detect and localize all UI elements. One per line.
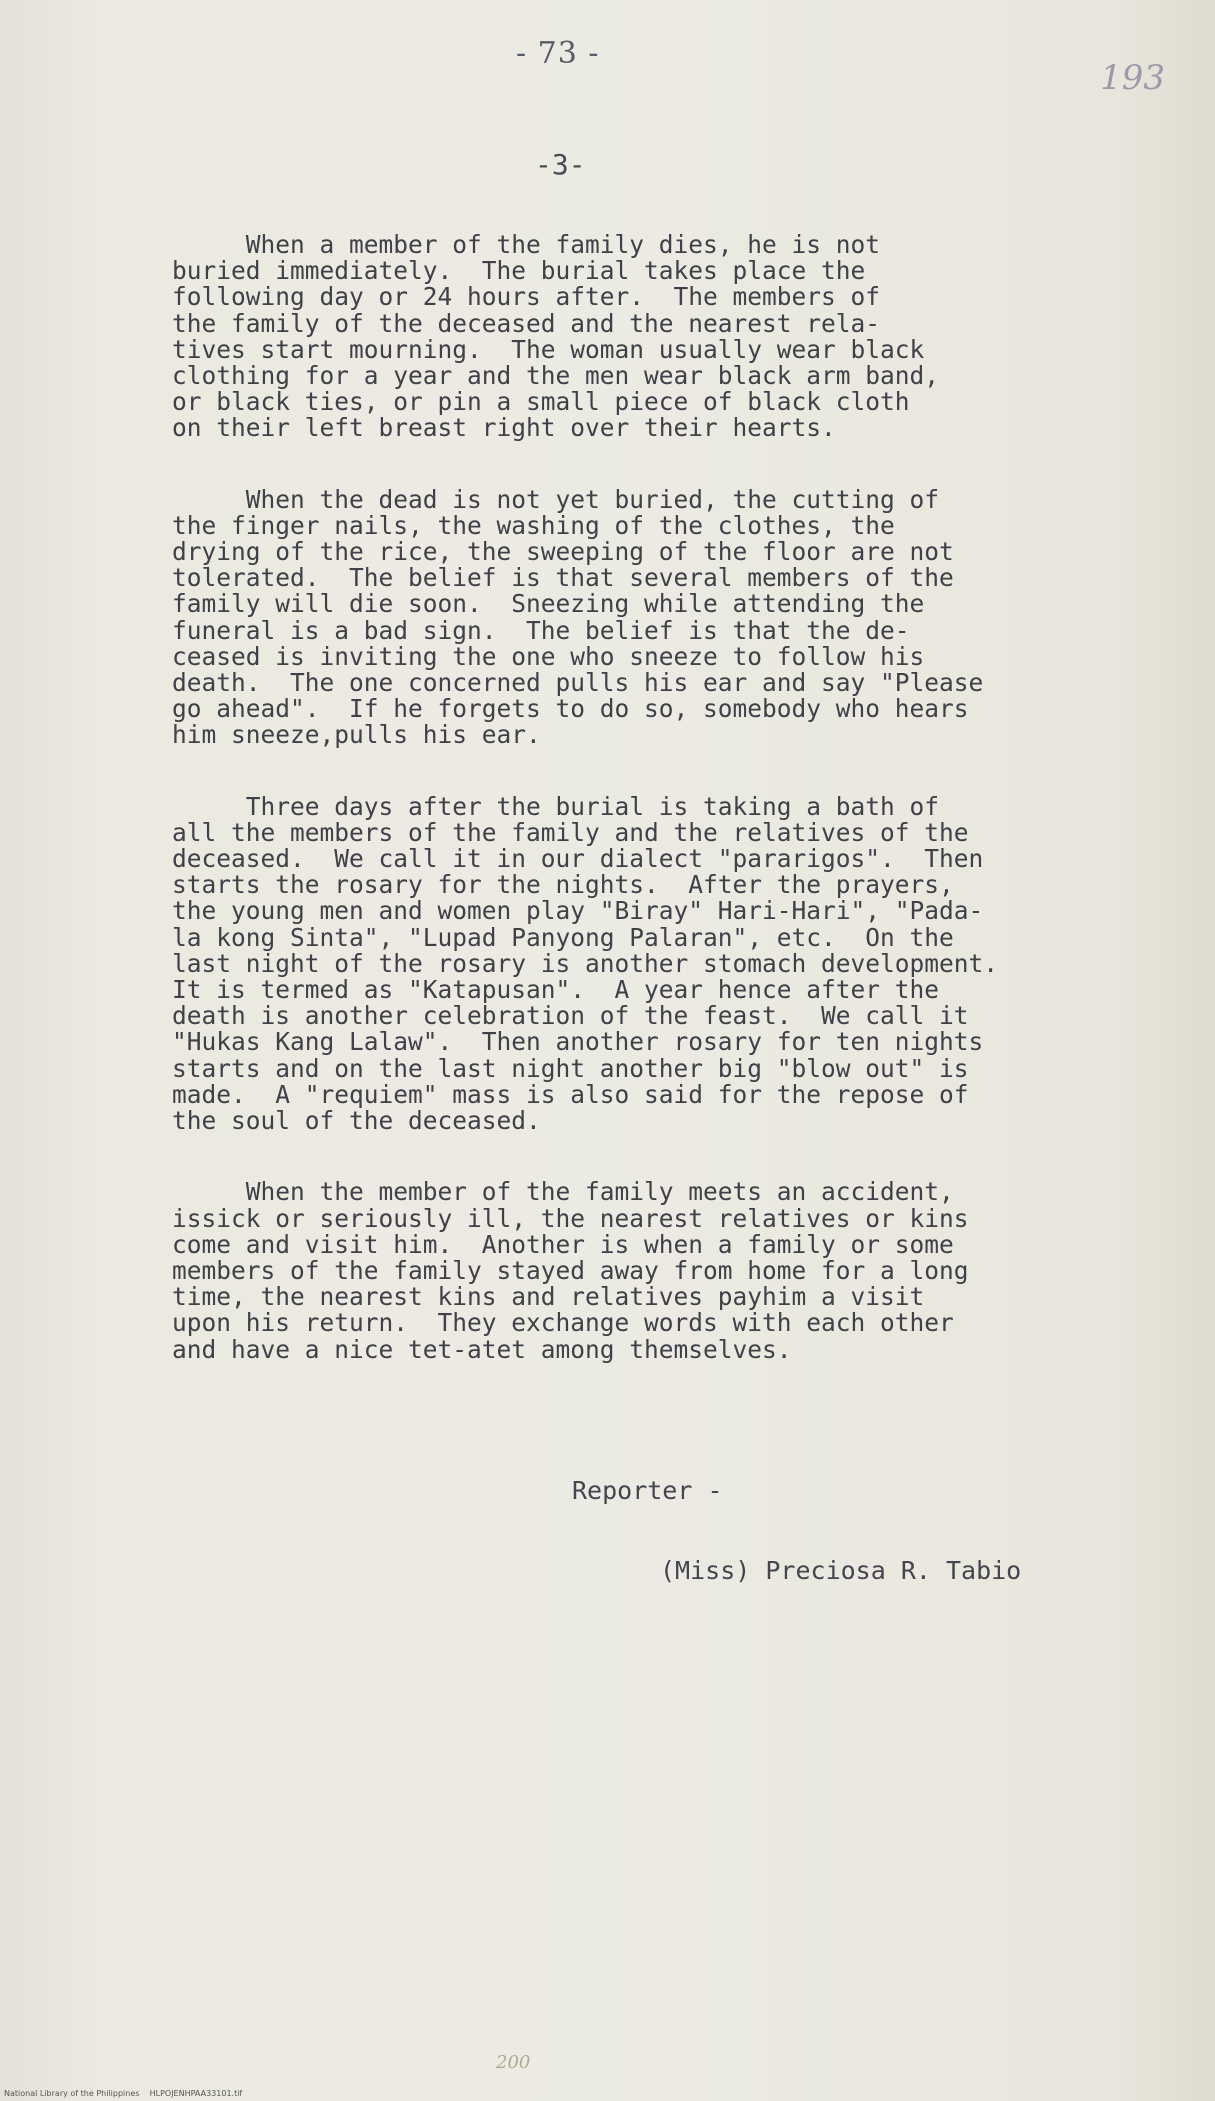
text-line: last night of the rosary is another stomach development. bbox=[172, 948, 999, 978]
text-line: made. A "requiem" mass is also said for the repose of bbox=[172, 1079, 969, 1109]
text-line: members of the family stayed away from home for a long bbox=[172, 1255, 969, 1285]
paragraph bbox=[172, 791, 1092, 1136]
text-line: death is another celebration of the feast. We call it bbox=[172, 1001, 969, 1031]
text-line: It is termed as "Katapusan". A year hence after the bbox=[172, 975, 940, 1005]
text-line: death. The one concerned pulls his ear and say "Please bbox=[172, 668, 984, 698]
text-line: Three days after the burial is taking a bath of bbox=[172, 791, 940, 821]
text-line: family will die soon. Sneezing while attending the bbox=[172, 589, 925, 619]
document-body bbox=[172, 232, 1092, 1408]
text-line: starts and on the last night another big "blow out" is bbox=[172, 1053, 969, 1083]
reporter-name: (Miss) Preciosa R. Tabio bbox=[660, 1556, 1022, 1585]
text-line: issick or seriously ill, the nearest relatives or kins bbox=[172, 1203, 969, 1233]
text-line: ceased is inviting the one who sneeze to follow his bbox=[172, 641, 925, 671]
text-line: or black ties, or pin a small piece of black cloth bbox=[172, 387, 910, 417]
text-line: on their left breast right over their hearts. bbox=[172, 413, 836, 443]
handwritten-bottom-note: 200 bbox=[496, 2052, 531, 2073]
paragraph bbox=[172, 484, 1092, 750]
reporter-label: Reporter - bbox=[572, 1476, 723, 1505]
text-line: time, the nearest kins and relatives payhim a visit bbox=[172, 1282, 925, 1312]
text-line: tolerated. The belief is that several members of the bbox=[172, 563, 954, 593]
text-line: upon his return. They exchange words with each other bbox=[172, 1308, 954, 1338]
text-line: la kong Sinta", "Lupad Panyong Palaran", etc. On the bbox=[172, 922, 954, 952]
scan-credit: National Library of the Philippines HLPOJENHPAA33101.tif bbox=[4, 2089, 243, 2098]
text-line: drying of the rice, the sweeping of the floor are not bbox=[172, 537, 954, 567]
text-line: the young men and women play "Biray" Hari-Hari", "Pada- bbox=[172, 896, 984, 926]
text-line: following day or 24 hours after. The members of bbox=[172, 282, 881, 312]
text-line: the finger nails, the washing of the clothes, the bbox=[172, 510, 895, 540]
text-line: tives start mourning. The woman usually wear black bbox=[172, 334, 925, 364]
text-line: When a member of the family dies, he is not bbox=[172, 230, 881, 259]
text-line: and have a nice tet-atet among themselves. bbox=[172, 1334, 792, 1364]
text-line: funeral is a bad sign. The belief is that the de- bbox=[172, 615, 910, 645]
text-line: the family of the deceased and the nearest rela- bbox=[172, 308, 881, 338]
text-line: "Hukas Kang Lalaw". Then another rosary for ten nights bbox=[172, 1027, 984, 1057]
text-line: go ahead". If he forgets to do so, somebody who hears bbox=[172, 694, 969, 724]
text-line: come and visit him. Another is when a family or some bbox=[172, 1229, 954, 1259]
handwritten-page-number: - 73 - bbox=[516, 36, 600, 71]
typed-page-number: -3- bbox=[535, 148, 586, 181]
text-line: buried immediately. The burial takes place the bbox=[172, 256, 866, 286]
text-line: the soul of the deceased. bbox=[172, 1106, 541, 1136]
handwritten-folio-number: 193 bbox=[1100, 58, 1165, 98]
text-line: starts the rosary for the nights. After the prayers, bbox=[172, 870, 954, 900]
text-line: all the members of the family and the relatives of the bbox=[172, 817, 969, 847]
text-line: When the dead is not yet buried, the cutting of bbox=[172, 484, 940, 514]
paragraph bbox=[172, 232, 1092, 442]
text-line: When the member of the family meets an accident, bbox=[172, 1177, 954, 1207]
text-line: deceased. We call it in our dialect "pararigos". Then bbox=[172, 844, 984, 874]
paragraph bbox=[172, 1179, 1092, 1362]
text-line: him sneeze,pulls his ear. bbox=[172, 720, 541, 750]
text-line: clothing for a year and the men wear black arm band, bbox=[172, 361, 940, 391]
